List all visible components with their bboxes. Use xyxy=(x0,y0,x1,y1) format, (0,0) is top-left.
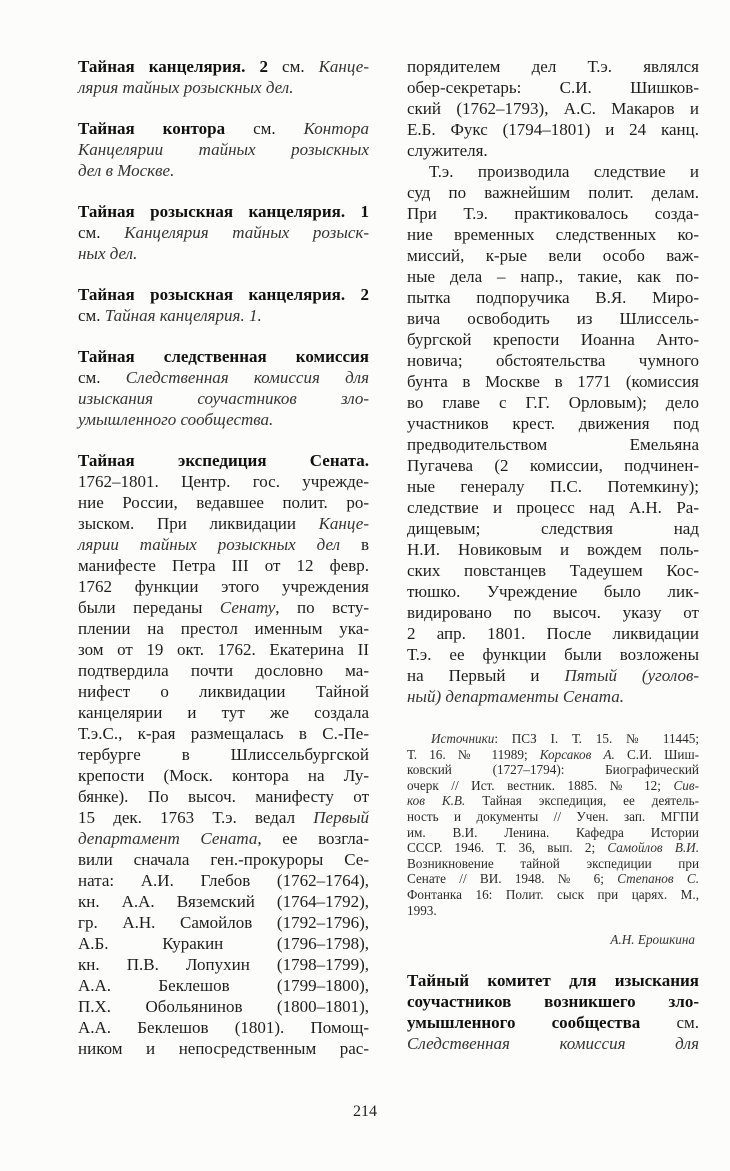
italic-reference-text: Источники xyxy=(431,731,495,746)
text-line xyxy=(78,576,369,597)
italic-reference-text: дел в Москве. xyxy=(78,161,175,180)
body-text: СССР. 1946. Т. 36, вып. 2; xyxy=(407,840,608,856)
text-line xyxy=(78,492,369,513)
body-text: очерк // Ист. вестник. 1885. № 12; xyxy=(407,777,674,793)
text-line xyxy=(407,840,699,856)
text-line xyxy=(407,182,699,203)
dictionary-entry xyxy=(78,346,369,430)
text-line xyxy=(78,744,369,765)
text-line xyxy=(407,98,699,119)
text-line xyxy=(78,367,369,388)
body-text: следствие и процесс над А.Н. Ра- xyxy=(407,498,699,517)
text-line xyxy=(407,793,699,809)
left-column xyxy=(78,56,369,1059)
body-text: ником и непосредственным рас- xyxy=(78,1039,369,1058)
text-line xyxy=(407,224,699,245)
italic-reference-text: Канцелярия тайных розыск- xyxy=(124,223,369,242)
text-line xyxy=(78,723,369,744)
text-line xyxy=(407,371,699,392)
entry-paragraph xyxy=(407,56,699,161)
text-line xyxy=(407,266,699,287)
body-text: тюшко. Учреждение было лик- xyxy=(407,582,699,601)
text-line xyxy=(78,513,369,534)
text-line xyxy=(407,56,699,77)
text-line xyxy=(78,555,369,576)
body-text: зыском. При ликвидации xyxy=(78,514,319,533)
text-line xyxy=(78,597,369,618)
body-text: канцелярии и тут же создала xyxy=(78,703,369,722)
italic-reference-text: ков К.В. xyxy=(407,793,466,809)
text-line xyxy=(407,245,699,266)
italic-reference-text: Канце- xyxy=(318,514,369,533)
body-text: 15 дек. 1763 Т.э. ведал xyxy=(78,808,314,827)
entry-heading-text: Тайная розыскная канцелярия. 2 xyxy=(78,285,369,304)
article-author: А.Н. Ерошкина xyxy=(610,932,695,948)
right-main-text xyxy=(407,56,699,707)
dictionary-entry xyxy=(78,284,369,326)
body-text: манифесте Петра III от 12 февр. xyxy=(78,556,369,575)
text-line xyxy=(407,308,699,329)
body-text: во главе с Г.Г. Орловым); дело xyxy=(407,393,699,412)
body-text: 1762 функции этого учреждения xyxy=(78,577,369,596)
body-text: подтвердила почти дословно ма- xyxy=(78,661,369,680)
body-text: новича; обстоятельства чумного xyxy=(407,351,699,370)
text-line xyxy=(407,203,699,224)
text-line xyxy=(407,161,699,182)
body-text: А.А. Беклешов (1801). Помощ- xyxy=(78,1018,369,1037)
body-text: см. xyxy=(78,306,105,325)
body-text: Т.э. производила следствие и xyxy=(429,162,699,181)
body-text: порядителем дел Т.э. являлся xyxy=(407,57,699,76)
italic-reference-text: Канце- xyxy=(318,57,369,76)
body-text: см. xyxy=(78,223,125,242)
text-line xyxy=(78,201,369,222)
text-line xyxy=(78,284,369,305)
text-line xyxy=(407,560,699,581)
body-text: Сенате // ВИ. 1948. № 6; xyxy=(407,871,618,887)
text-line xyxy=(78,660,369,681)
text-line xyxy=(78,996,369,1017)
right-column xyxy=(407,56,699,1054)
text-line xyxy=(407,665,699,686)
body-text: ние России, ведавшее полит. ро- xyxy=(78,493,369,512)
body-text: дищевым; следствия над xyxy=(407,519,699,538)
text-line xyxy=(78,912,369,933)
italic-reference-text: лярия тайных розыскных дел. xyxy=(78,78,294,97)
italic-reference-text: Сив- xyxy=(673,777,699,793)
text-line xyxy=(78,639,369,660)
body-text: Т.э.С., к-рая размещалась в С.-Пе- xyxy=(78,724,369,743)
next-entry xyxy=(407,970,699,1054)
body-text: на Первый и xyxy=(407,666,565,685)
text-line xyxy=(78,56,369,77)
italic-reference-text: Первый xyxy=(313,808,369,827)
text-line xyxy=(78,388,369,409)
dictionary-entry xyxy=(78,118,369,181)
italic-reference-text: Канцелярии тайных розыскных xyxy=(78,140,369,159)
body-text: бургской крепости Иоанна Анто- xyxy=(407,330,699,349)
text-line xyxy=(407,747,699,763)
text-line xyxy=(407,497,699,518)
text-line xyxy=(78,305,369,326)
body-text: Тайная экспедиция, ее деятель- xyxy=(465,793,699,809)
text-line xyxy=(78,975,369,996)
text-line xyxy=(78,681,369,702)
body-text: служителя. xyxy=(407,141,488,160)
text-line xyxy=(407,518,699,539)
text-line xyxy=(407,825,699,841)
body-text: см. xyxy=(267,57,319,76)
text-line xyxy=(407,970,699,991)
text-line xyxy=(407,581,699,602)
italic-reference-text: лярии тайных розыскных дел xyxy=(78,535,340,554)
text-line xyxy=(78,222,369,243)
text-line xyxy=(407,731,699,747)
text-line xyxy=(78,1017,369,1038)
text-line xyxy=(78,618,369,639)
text-line xyxy=(407,871,699,887)
text-line xyxy=(78,828,369,849)
body-text: Возникновение тайной экспедиции при xyxy=(407,855,699,871)
body-text: 1993. xyxy=(407,902,437,918)
page-number: 214 xyxy=(353,1103,377,1120)
body-text: ние временных следственных ко- xyxy=(407,225,699,244)
body-text: ные дела – напр., такие, как по- xyxy=(407,267,699,286)
body-text: бунта в Москве в 1771 (комиссия xyxy=(407,372,699,391)
text-line xyxy=(407,856,699,872)
entry-heading-text: Тайная контора xyxy=(78,119,226,138)
body-text: участников крест. движения под xyxy=(407,414,699,433)
text-line xyxy=(407,623,699,644)
body-text: , ее возгла- xyxy=(257,829,369,848)
body-text: зом от 19 окт. 1762. Екатерина II xyxy=(78,640,369,659)
text-line xyxy=(407,140,699,161)
text-line xyxy=(407,778,699,794)
text-line xyxy=(78,139,369,160)
italic-reference-text: Самойлов В.И. xyxy=(607,840,699,856)
text-line xyxy=(78,765,369,786)
sources-paragraph xyxy=(407,731,699,918)
italic-reference-text: ный) департаменты Сената. xyxy=(407,687,625,706)
entry-heading-text: Тайная канцелярия. 2 xyxy=(78,57,268,76)
text-line xyxy=(78,346,369,367)
italic-reference-text: Степанов С. xyxy=(617,871,699,887)
text-line xyxy=(78,1038,369,1059)
dictionary-entry xyxy=(78,201,369,264)
body-text: А.А. Беклешов (1799–1800), xyxy=(78,976,369,995)
body-text: вича освободить из Шлиссель- xyxy=(407,309,699,328)
italic-reference-text: департамент Сената xyxy=(78,829,258,848)
body-text: миссий, к-рые вели особо важ- xyxy=(407,246,699,265)
text-line xyxy=(407,809,699,825)
entry-heading-text: Тайный комитет для изыскания xyxy=(407,971,699,991)
body-text: см. xyxy=(78,368,126,387)
text-line xyxy=(78,450,369,471)
sources-block xyxy=(407,731,699,918)
text-line xyxy=(407,991,699,1012)
dictionary-entry xyxy=(407,970,699,1054)
entry-paragraph xyxy=(407,161,699,707)
body-text: Е.Б. Фукс (1794–1801) и 24 канц. xyxy=(407,120,699,139)
body-text: 2 апр. 1801. После ликвидации xyxy=(407,624,699,643)
body-text: тербурге в Шлиссельбургской xyxy=(78,745,369,764)
text-line xyxy=(78,870,369,891)
entry-heading-text: умышленного сообщества xyxy=(407,1013,641,1033)
body-text: ковский (1727–1794): Биографический xyxy=(407,762,699,778)
text-line xyxy=(407,329,699,350)
text-line xyxy=(407,686,699,707)
body-text: Фонтанка 16: Полит. сыск при царях. М., xyxy=(407,886,699,902)
body-text: Пугачева (2 комиссии, подчинен- xyxy=(407,456,699,475)
body-text: суд по важнейшим полит. делам. xyxy=(407,183,699,202)
body-text: в xyxy=(340,535,370,554)
text-line xyxy=(407,1033,699,1054)
text-line xyxy=(78,786,369,807)
dictionary-entry xyxy=(78,450,369,1059)
text-line xyxy=(407,392,699,413)
text-line xyxy=(407,903,699,919)
body-text: ский (1762–1793), А.С. Макаров и xyxy=(407,99,699,118)
body-text: Т. 16. № 11989; xyxy=(407,746,540,762)
italic-reference-text: Контора xyxy=(303,119,369,138)
text-line xyxy=(407,1012,699,1033)
body-text: см. xyxy=(640,1013,699,1033)
body-text: пытка подпоручика В.Я. Миро- xyxy=(407,288,699,307)
text-line xyxy=(78,849,369,870)
italic-reference-text: Пятый (уголов- xyxy=(564,666,700,685)
body-text: ные генералу П.С. Потемкину); xyxy=(407,477,699,496)
body-text: гр. А.Н. Самойлов (1792–1796), xyxy=(78,913,369,932)
text-line xyxy=(78,933,369,954)
body-text: бянке). По высоч. манифесту от xyxy=(78,787,369,806)
text-line xyxy=(407,119,699,140)
text-line xyxy=(407,350,699,371)
text-line xyxy=(78,243,369,264)
italic-reference-text: Корсаков А. xyxy=(539,746,615,762)
text-line xyxy=(407,455,699,476)
italic-reference-text: ных дел. xyxy=(78,244,138,263)
body-text: крепости (Моск. контора на Лу- xyxy=(78,766,369,785)
body-text: ната: А.И. Глебов (1762–1764), xyxy=(78,871,369,890)
text-line xyxy=(78,77,369,98)
body-text: вили сначала ген.-прокуроры Се- xyxy=(78,850,369,869)
text-line xyxy=(78,807,369,828)
italic-reference-text: Следственная комиссия для xyxy=(125,368,369,387)
italic-reference-text: умышленного сообщества. xyxy=(78,410,274,429)
body-text: Т.э. ее функции были возложены xyxy=(407,645,699,664)
text-line xyxy=(407,887,699,903)
body-text: : ПСЗ I. Т. 15. № 11445; xyxy=(494,731,699,746)
text-line xyxy=(407,413,699,434)
text-line xyxy=(78,534,369,555)
body-text: А.Б. Куракин (1796–1798), xyxy=(78,934,369,953)
body-text: нифест о ликвидации Тайной xyxy=(78,682,369,701)
italic-reference-text: изыскания соучастников зло- xyxy=(78,389,369,408)
body-text: см. xyxy=(225,119,304,138)
body-text: П.Х. Обольянинов (1800–1801), xyxy=(78,997,369,1016)
text-line xyxy=(78,891,369,912)
text-line xyxy=(78,409,369,430)
entry-heading-text: Тайная следственная комиссия xyxy=(78,347,369,366)
italic-reference-text: Сенату xyxy=(219,598,276,617)
body-text: ность и документы // Учен. зап. МГПИ xyxy=(407,808,699,824)
body-text: При Т.э. практиковалось созда- xyxy=(407,204,699,223)
italic-reference-text: Следственная комиссия для xyxy=(407,1034,699,1054)
body-text: 1762–1801. Центр. гос. учрежде- xyxy=(78,472,369,491)
italic-reference-text: Тайная канцелярия. 1. xyxy=(104,306,262,325)
dictionary-entry xyxy=(78,56,369,98)
text-line xyxy=(407,644,699,665)
body-text: Н.И. Новиковым и вождем поль- xyxy=(407,540,699,559)
body-text: , по всту- xyxy=(275,598,369,617)
body-text: кн. П.В. Лопухин (1798–1799), xyxy=(78,955,369,974)
text-line xyxy=(407,762,699,778)
entry-heading-text: Тайная экспедиция Сената. xyxy=(78,451,369,470)
text-line xyxy=(78,702,369,723)
body-text: С.И. Шиш- xyxy=(614,746,699,762)
text-line xyxy=(78,118,369,139)
body-text: обер-секретарь: С.И. Шишков- xyxy=(407,78,699,97)
text-line xyxy=(78,471,369,492)
body-text: предводительством Емельяна xyxy=(407,435,699,454)
text-line xyxy=(407,602,699,623)
text-line xyxy=(407,539,699,560)
body-text: кн. А.А. Вяземский (1764–1792), xyxy=(78,892,369,911)
body-text: были переданы xyxy=(78,598,220,617)
body-text: плении на престол именным ука- xyxy=(78,619,369,638)
text-line xyxy=(407,476,699,497)
text-line xyxy=(407,434,699,455)
body-text: видировано по высоч. указу от xyxy=(407,603,699,622)
text-line xyxy=(78,160,369,181)
body-text: им. В.И. Ленина. Кафедра Истории xyxy=(407,824,699,840)
body-text: ских повстанцев Тадеушем Кос- xyxy=(407,561,699,580)
text-line xyxy=(78,954,369,975)
text-line xyxy=(407,77,699,98)
entry-heading-text: Тайная розыскная канцелярия. 1 xyxy=(78,202,369,221)
entry-heading-text: соучастников возникшего зло- xyxy=(407,992,699,1012)
text-line xyxy=(407,287,699,308)
